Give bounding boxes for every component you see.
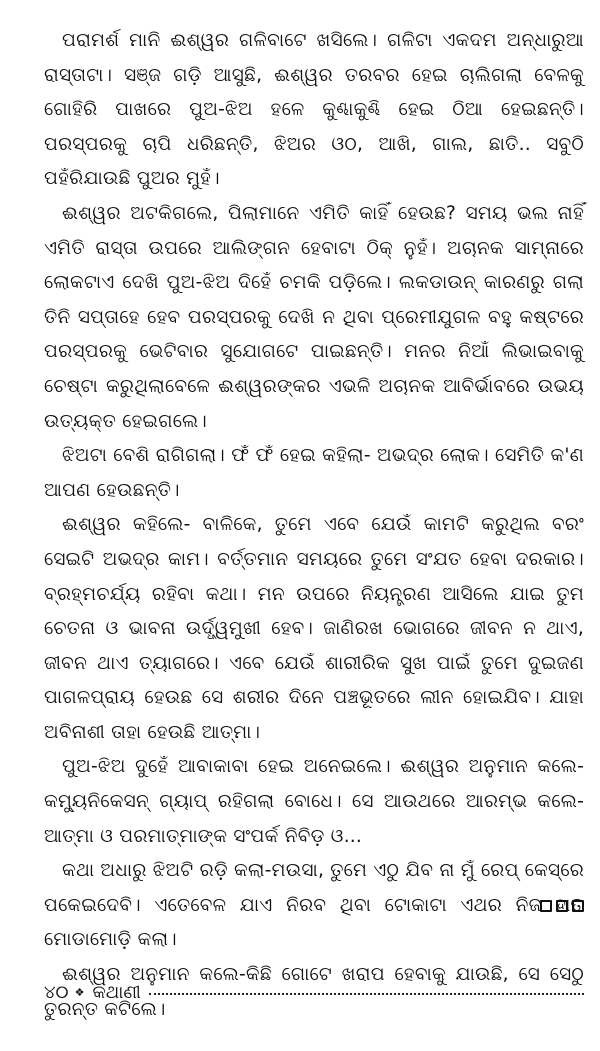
paragraph: ଈଶ୍ୱର କହିଲେ- ବାଳିକେ, ତୁମେ ଏବେ ଯେଉଁ କାମଟି କରୁଥିଲ ବରଂ ସେଇଟି ଅଭଦ୍ର କାମ। ବର୍ତ୍ତମାନ ସମୟରେ ତୁମେ ସଂଯତ ହେବା ଦରକାର। ବ୍ରହ୍ମଚର୍ଯ୍ୟ ରହିବା କଥା। ମନ ଉପରେ ନିୟନ୍ତ୍ରଣ ଆସିଲେ ଯାଇ ତୁମ ଚେତନା ଓ ଭାବନା ଉର୍ଦ୍ଧ୍ୱମୁଖୀ ହେବ। ଜାଣିରଖ ଭୋଗରେ ଜୀବନ ନ ଥାଏ, ଜୀବନ ଥାଏ ତ୍ୟାଗରେ। ଏବେ ଯେଉଁ ଶାରୀରିକ ସୁଖ ପାଇଁ ତୁମେ ଦୁଇଜଣ ପାଗଳପ୍ରାୟ ହେଉଛ ସେ ଶରୀର ଦିନେ ପଞ୍ଚଭୂତରେ ଲୀନ ହୋଇଯିବ। ଯାହା ଅବିନାଶୀ ତାହା ହେଉଛି ଆତ୍ମା। [44,514,584,743]
end-box-icon [540,900,552,912]
paragraph: ଝିଅଟା ବେଶି ରାଗିଗଲା। ଫଁ ଫଁ ହେଇ କହିଲା- ଅଭଦ୍ର ଲୋକ। ସେମିତି କ'ଣ ଆପଣ ହେଉଛନ୍ତି। [44,445,584,501]
dotted-leader-line [149,992,584,995]
story-end-marks [540,900,584,912]
paragraph: ଈଶ୍ୱର ଅଟକିଗଲେ, ପିଲାମାନେ ଏମିତି କାହିଁ ହେଉଛ? ସମୟ ଭଲ ନାହିଁ ଏମିତି ରାସ୍ତା ଉପରେ ଆଲିଙ୍ଗନ ହେବାଟା ଠିକ୍ ନୁହଁ। ଅଚାନକ ସାମ୍ନାରେ ଲୋକଟାଏ ଦେଖି ପୁଅ-ଝିଅ ଦିହେଁ ଚମକି ପଡ଼ିଲେ। ଲକଡାଉନ୍ କାରଣରୁ ଗଲା ତିନି ସପ୍ତାହେ ହେବ ପରସ୍ପରକୁ ଦେଖି ନ ଥିବା ପ୍ରେମୀଯୁଗଳ ବହୁ କଷ୍ଟରେ ପରସ୍ପରକୁ ଭେଟିବାର ସୁଯୋଗଟେ ପାଇଛନ୍ତି। ମନର ନିଆଁ ଲିଭାଇବାକୁ ଚେଷ୍ଟା କରୁଥିଲାବେଳେ ଈଶ୍ୱରଙ୍କର ଏଭଳି ଅଚାନକ ଆବିର୍ଭାବରେ ଉଭୟ ଉତ୍ୟକ୍ତ ହେଇଗଲେ। [44,202,584,432]
paragraph: ପୁଅ-ଝିଅ ଦୁହେଁ ଆବାକାବା ହେଇ ଅନେଇଲେ। ଈଶ୍ୱର ଅନୁମାନ କଲେ- କମ୍ୟୁନିକେସନ୍ ଗ୍ୟାପ୍ ରହିଗଲା ବୋଧେ। ସେ ଆଉଥରେ ଆରମ୍ଭ କଲେ- ଆତ୍ମା ଓ ପରମାତ୍ମାଙ୍କ ସଂପର୍କ ନିବିଡ଼ ଓ... [44,756,584,847]
page-number: ୪୦ [44,982,69,1003]
story-text [44,24,584,1027]
end-box-icon [556,900,568,912]
paragraph: କଥା ଅଧାରୁ ଝିଅଟି ରଡ଼ି କଲା-ମଉସା, ତୁମେ ଏଠୁ ଯିବ ନା ମୁଁ ରେପ୍ କେସ୍‌ରେ ପକେଇଦେବି। ଏତେବେଳ ଯାଏ ନିରବ ଥିବା ଟୋକାଟା ଏଥର ନିଜ ହାତ ମୋଡାମୋଡ଼ି କଲା। [44,860,584,951]
page-footer [44,982,584,1003]
paragraph: ଈଶ୍ୱର ଅନୁମାନ କଲେ-କିଛି ଗୋଟେ ଖରାପ ହେବାକୁ ଯାଉଛି, ସେ ସେଠୁ ତୁରନ୍ତ କଟିଲେ। [44,964,584,1020]
paragraph: ପରାମର୍ଶ ମାନି ଈଶ୍ୱର ଗଳିବାଟେ ଖସିଲେ। ଗଳିଟା ଏକଦମ ଅନ୍ଧାରୁଆ ରାସ୍ତାଟା। ସଞ୍ଜ ଗଡ଼ି ଆସୁଛି, ଈଶ୍ୱର ତରବର ହେଇ ଚାଲିଗଲା ବେଳକୁ ଗୋହିରି ପାଖରେ ପୁଅ-ଝିଅ ହଳେ କୁଣ୍ଢାକୁଣ୍ଢି ହେଇ ଠିଆ ହେଇଛନ୍ତି। ପରସ୍ପରକୁ ଚାପି ଧରିଛନ୍ତି, ଝିଅର ଓଠ, ଆଖି, ଗାଲ, ଛାତି.. ସବୁଠି ପହଁରିଯାଉଛି ପୁଅର ମୁହଁ। [44,30,584,190]
book-title: କଥାଣୀ [92,982,141,1003]
end-box-icon [572,900,584,912]
diamond-ornament-icon: ❖ [74,986,85,999]
